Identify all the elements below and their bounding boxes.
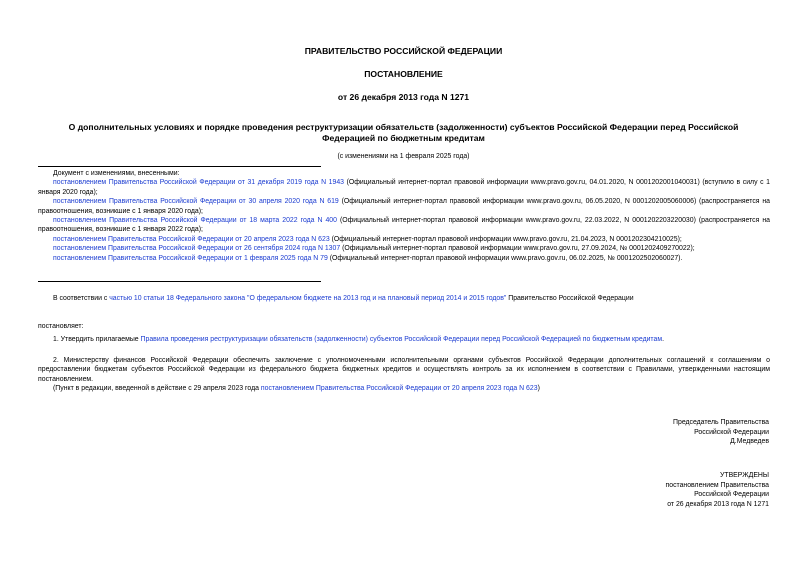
item-1-text-before: 1. Утвердить прилагаемые [53, 336, 141, 343]
item-1-paragraph [38, 335, 770, 344]
item-2 [38, 356, 770, 394]
item-2-note [38, 384, 770, 393]
preamble-text-before: В соответствии с [53, 295, 110, 302]
approved-block [549, 471, 769, 509]
rules-link[interactable]: Правила проведения реструктуризации обязательств (задолженности) субъектов Российской Федерации перед Российской Федерацией по бюджетным кредитам [140, 336, 663, 343]
federal-law-link[interactable]: частью 10 статьи 18 Федерального закона "О федеральном бюджете на 2013 год и на плановый период 2014 и 2015 годов" [109, 295, 507, 302]
amendment-item [38, 254, 770, 263]
approved-date: от 26 декабря 2013 года N 1271 [667, 500, 769, 508]
preamble-paragraph [38, 294, 770, 303]
amendment-item [38, 197, 770, 216]
amendment-details: (Официальный интернет-портал правовой информации www.pravo.gov.ru, 21.04.2023, N 0001202304210025); [329, 235, 682, 243]
document-title [0, 122, 807, 144]
revision-note: (с изменениями на 1 февраля 2025 года) [337, 153, 470, 160]
amendment-item [38, 244, 770, 253]
amendment-link[interactable]: постановлением Правительства Российской Федерации от 31 декабря 2019 года N 1943 [53, 179, 344, 187]
amendments-block [38, 169, 770, 263]
date-number-heading: от 26 декабря 2013 года N 1271 [337, 92, 470, 102]
amendment-link[interactable]: постановлением Правительства Российской Федерации от 26 сентября 2024 года N 1307 [53, 245, 341, 253]
document-title-line-1: О дополнительных условиях и порядке проведения реструктуризации обязательств (задолженности) субъектов Российской Федерации перед Российской [68, 122, 739, 132]
amendment-link[interactable]: постановлением Правительства Российской Федерации от 18 марта 2022 года N 400 [53, 217, 337, 225]
approved-by: постановлением Правительства [665, 481, 769, 489]
amendments-top-divider [38, 166, 321, 167]
decrees-word: постановляет: [38, 323, 84, 330]
amendment-link[interactable]: постановлением Правительства Российской Федерации от 20 апреля 2023 года N 623 [53, 235, 330, 243]
signature-organization: Российской Федерации [694, 428, 769, 436]
amendment-item [38, 178, 770, 197]
signature-block [549, 418, 769, 447]
government-heading: ПРАВИТЕЛЬСТВО РОССИЙСКОЙ ФЕДЕРАЦИИ [304, 46, 503, 56]
item-2-note-after: ) [537, 385, 540, 393]
amendment-item [38, 235, 770, 244]
item-1-text-after: . [662, 336, 665, 343]
amendment-link[interactable]: постановлением Правительства Российской Федерации от 1 февраля 2025 года N 79 [53, 254, 328, 262]
approved-heading: УТВЕРЖДЕНЫ [720, 472, 769, 479]
document-title-line-2: Федерацией по бюджетным кредитам [322, 133, 485, 143]
amendment-details: (Официальный интернет-портал правовой информации www.pravo.gov.ru, 04.01.2020, N 0001202001040031) (вступило в силу с 1 января 2020 года); [38, 179, 771, 196]
amendment-item [38, 216, 770, 235]
amendments-bottom-divider [38, 281, 321, 282]
amendments-intro: Документ с изменениями, внесенными: [53, 170, 180, 177]
amendment-link[interactable]: постановлением Правительства Российской Федерации от 30 апреля 2020 года N 619 [53, 198, 339, 206]
signature-name: Д.Медведев [730, 438, 769, 446]
item-2-note-before: (Пункт в редакции, введенной в действие с 29 апреля 2023 года [53, 385, 261, 393]
doc-type-heading: ПОСТАНОВЛЕНИЕ [364, 69, 443, 79]
preamble-text-after: Правительство Российской Федерации [506, 295, 634, 302]
amendment-details: (Официальный интернет-портал правовой информации www.pravo.gov.ru, 22.03.2022, N 0001202203220030) (распространяется на правоотношения, возникшие с 1 января 2022 года); [38, 217, 770, 234]
item-1 [38, 335, 770, 344]
approved-organization: Российской Федерации [694, 491, 769, 499]
item-2-paragraph: 2. Министерству финансов Российской Федерации обеспечить заключение с уполномоченными исполнительными органами субъектов Российской Федерации дополнительных соглашений к соглашениям о предоставлении бюджетам субъектов Российской Федерации из федерального бюджета бюджетных кредитов и осуществлять контроль за их исполнением в соответствии с Правилами, утвержденными настоящим постановлением. [38, 357, 770, 383]
amendment-details: (Официальный интернет-портал правовой информации www.pravo.gov.ru, 06.05.2020, N 0001202005060006) (распространяется на правоотношения, возникшие с 1 января 2020 года); [38, 198, 770, 215]
preamble [38, 294, 770, 303]
amendment-details: (Официальный интернет-портал правовой информации www.pravo.gov.ru, 06.02.2025, № 0001202502060027). [327, 254, 683, 262]
item-2-note-link[interactable]: постановлением Правительства Российской Федерации от 20 апреля 2023 года N 623 [260, 385, 538, 393]
signature-position: Председатель Правительства [673, 419, 769, 426]
amendment-details: (Официальный интернет-портал правовой информации www.pravo.gov.ru, 27.09.2024, № 0001202409270022); [340, 245, 695, 253]
